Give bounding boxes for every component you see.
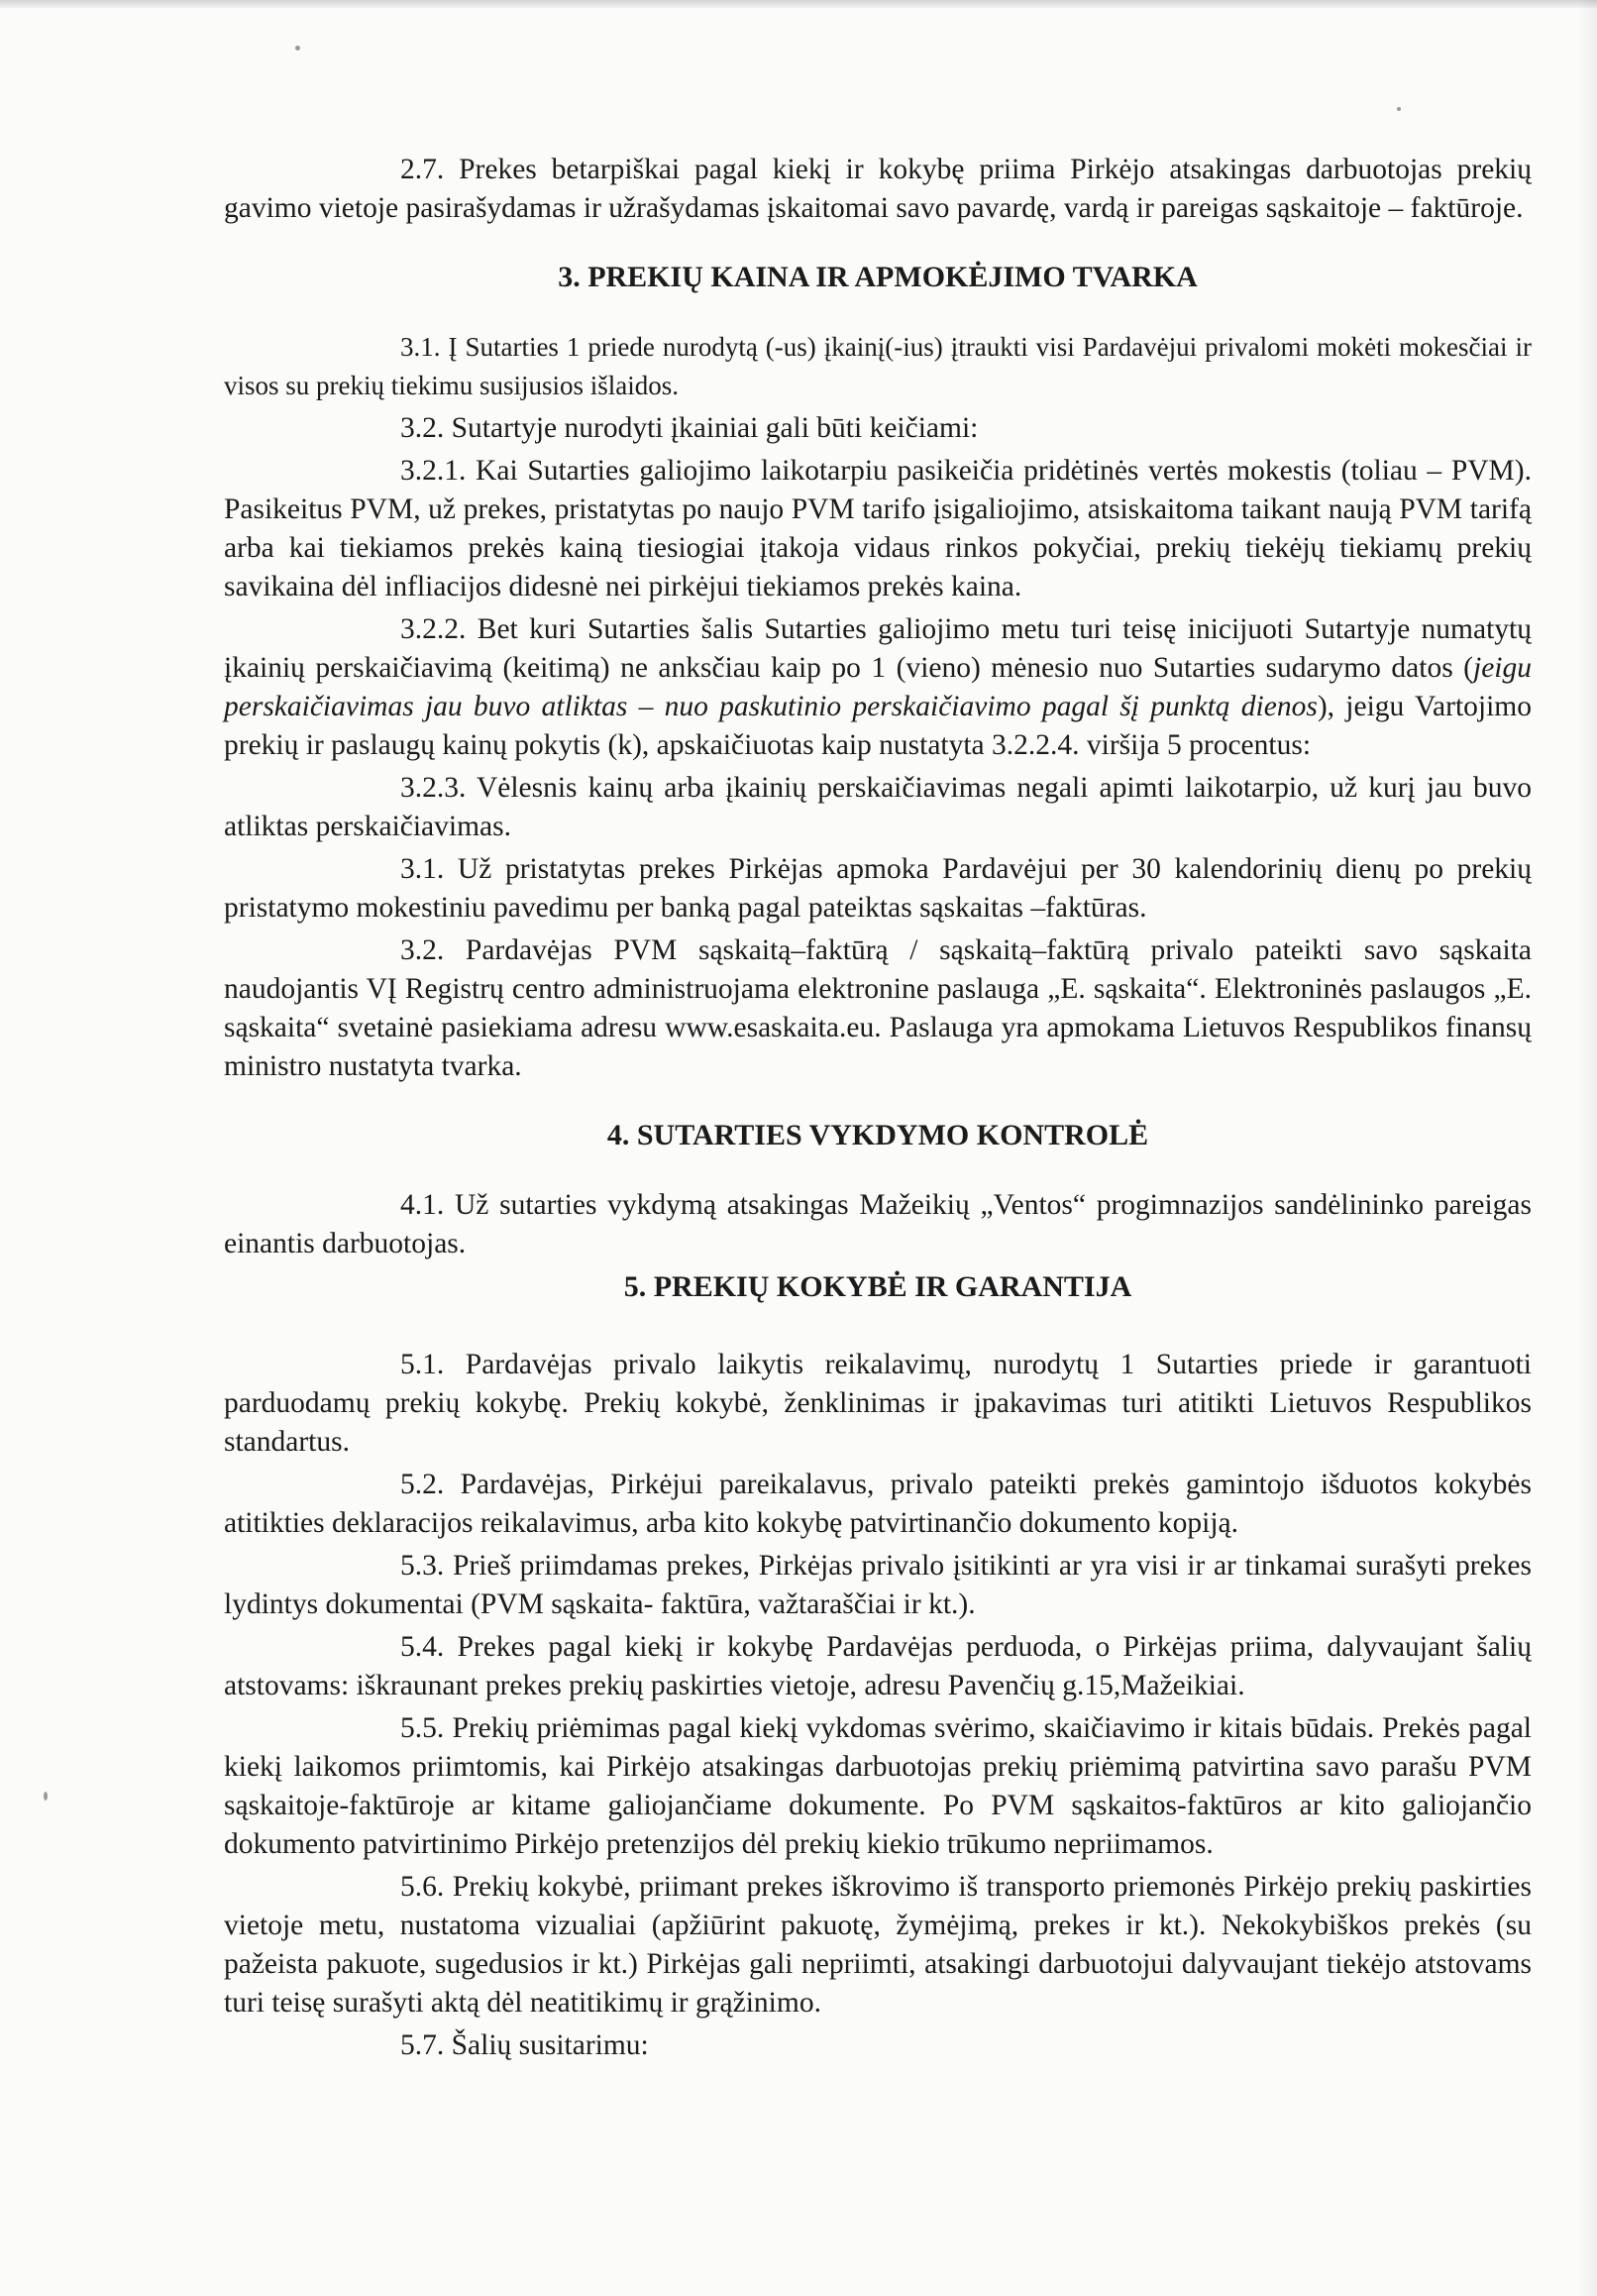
clause-3-1: 3.1. Į Sutarties 1 priede nurodytą (-us) įkainį(-ius) įtraukti visi Pardavėjui privalomi mokėti mokesčiai ir visos su prekių tiekimu susijusios išlaidos. [224, 332, 1532, 400]
clause-3-2: 3.2. Sutartyje nurodyti įkainiai gali būti keičiami: [400, 412, 979, 444]
document-body [224, 151, 1532, 2069]
clause-5-4: 5.4. Prekes pagal kiekį ir kokybę Pardavėjas perduoda, o Pirkėjas priima, dalyvaujant šalių atstovams: iškraunant prekes prekių paskirties vietoje, adresu Pavenčių g.15,Mažeikiai. [224, 1631, 1532, 1701]
scan-speck [295, 46, 300, 51]
clause-2-7: 2.7. Prekes betarpiškai pagal kiekį ir kokybę priima Pirkėjo atsakingas darbuotojas prekių gavimo vietoje pasirašydamas ir užrašydamas įskaitomai savo pavardę, vardą ir pareigas sąskaitoje – faktūroje. [224, 154, 1532, 224]
clause-4-1: 4.1. Už sutarties vykdymą atsakingas Mažeikių „Ventos“ progimnazijos sandėlininko pareigas einantis darbuotojas. [224, 1189, 1532, 1259]
section-heading-4: 4. SUTARTIES VYKDYMO KONTROLĖ [606, 1119, 1149, 1151]
clause-3-2-2-text-b: ), jeigu Vartojimo prekių ir paslaugų kainų pokytis (k), apskaičiuotas kaip nustatyta 3.2.2.4. viršija 5 procentus: [224, 691, 1532, 761]
clause-3-2-invoice: 3.2. Pardavėjas PVM sąskaitą–faktūrą / sąskaitą–faktūrą privalo pateikti savo sąskaita naudojantis VĮ Registrų centro administruojama elektronine paslauga „E. sąskaita“. Elektroninės paslaugos „E. sąskaita“ svetainė pasiekiama adresu www.esaskaita.eu. Paslauga yra apmokama Lietuvos Respublikos finansų ministro nustatyta tvarka. [224, 934, 1532, 1082]
clause-3-2-2-italic: jeigu perskaičiavimas jau buvo atliktas – nuo paskutinio perskaičiavimo pagal šį punktą dienos [224, 652, 1532, 722]
clause-5-2: 5.2. Pardavėjas, Pirkėjui pareikalavus, privalo pateikti prekės gamintojo išduotos kokybės atitikties deklaracijos reikalavimus, arba kito kokybę patvirtinančio dokumento kopiją. [224, 1469, 1532, 1539]
clause-5-1: 5.1. Pardavėjas privalo laikytis reikalavimų, nurodytų 1 Sutarties priede ir garantuoti parduodamų prekių kokybę. Prekių kokybė, ženklinimas ir įpakavimas turi atitikti Lietuvos Respublikos standartus. [224, 1349, 1532, 1458]
clause-5-6: 5.6. Prekių kokybė, priimant prekes iškrovimo iš transporto priemonės Pirkėjo prekių paskirties vietoje metu, nustatoma vizualiai (apžiūrint pakuotę, žymėjimą, prekes ir kt.). Nekokybiškos prekės (su pažeista pakuote, sugedusios ir kt.) Pirkėjas gali nepriimti, atsakingi darbuotojui dalyvaujant tiekėjo atstovams turi teisę surašyti aktą dėl neatitikimų ir grąžinimo. [224, 1871, 1532, 2019]
section-heading-5: 5. PREKIŲ KOKYBĖ IR GARANTIJA [623, 1270, 1132, 1303]
clause-3-2-2 [224, 610, 1532, 765]
scan-speck [1397, 107, 1401, 111]
section-heading-3: 3. PREKIŲ KAINA IR APMOKĖJIMO TVARKA [558, 261, 1198, 293]
clause-3-2-3: 3.2.3. Vėlesnis kainų arba įkainių perskaičiavimas negali apimti laikotarpio, už kurį jau buvo atliktas perskaičiavimas. [224, 772, 1532, 842]
scan-top-edge [0, 0, 1597, 8]
clause-3-2-1: 3.2.1. Kai Sutarties galiojimo laikotarpiu pasikeičia pridėtinės vertės mokestis (toliau – PVM). Pasikeitus PVM, už prekes, pristatytas po naujo PVM tarifo įsigaliojimo, atsiskaitoma taikant naują PVM tarifą arba kai tiekiamos prekės kainą tiesiogiai įtakoja vidaus rinkos pokyčiai, prekių tiekėjų tiekiamų prekių savikaina dėl infliacijos didesnė nei pirkėjui tiekiamos prekės kaina. [224, 455, 1532, 602]
scan-speck [44, 1792, 48, 1801]
clause-3-2-2-text-a: 3.2.2. Bet kuri Sutarties šalis Sutarties galiojimo metu turi teisę inicijuoti Sutartyje numatytų įkainių perskaičiavimą (keitimą) ne anksčiau kaip po 1 (vieno) mėnesio nuo Sutarties sudarymo datos ( [224, 613, 1532, 684]
clause-5-7: 5.7. Šalių susitarimu: [400, 2029, 649, 2061]
clause-5-5: 5.5. Prekių priėmimas pagal kiekį vykdomas svėrimo, skaičiavimo ir kitais būdais. Prekės pagal kiekį laikomos priimtomis, kai Pirkėjo atsakingas darbuotojas prekių priėmimą patvirtina savo parašu PVM sąskaitoje-faktūroje ar kitame galiojančiame dokumente. Po PVM sąskaitos-faktūros ar kito galiojančio dokumento patvirtinimo Pirkėjo pretenzijos dėl prekių kiekio trūkumo nepriimamos. [224, 1712, 1532, 1860]
scan-right-shadow [1577, 0, 1597, 2296]
clause-3-1-payment: 3.1. Už pristatytas prekes Pirkėjas apmoka Pardavėjui per 30 kalendorinių dienų po prekių pristatymo mokestiniu pavedimu per banką pagal pateiktas sąskaitas –faktūras. [224, 853, 1532, 924]
clause-5-3: 5.3. Prieš priimdamas prekes, Pirkėjas privalo įsitikinti ar yra visi ir ar tinkamai surašyti prekes lydintys dokumentai (PVM sąskaita- faktūra, važtaraščiai ir kt.). [224, 1550, 1532, 1620]
